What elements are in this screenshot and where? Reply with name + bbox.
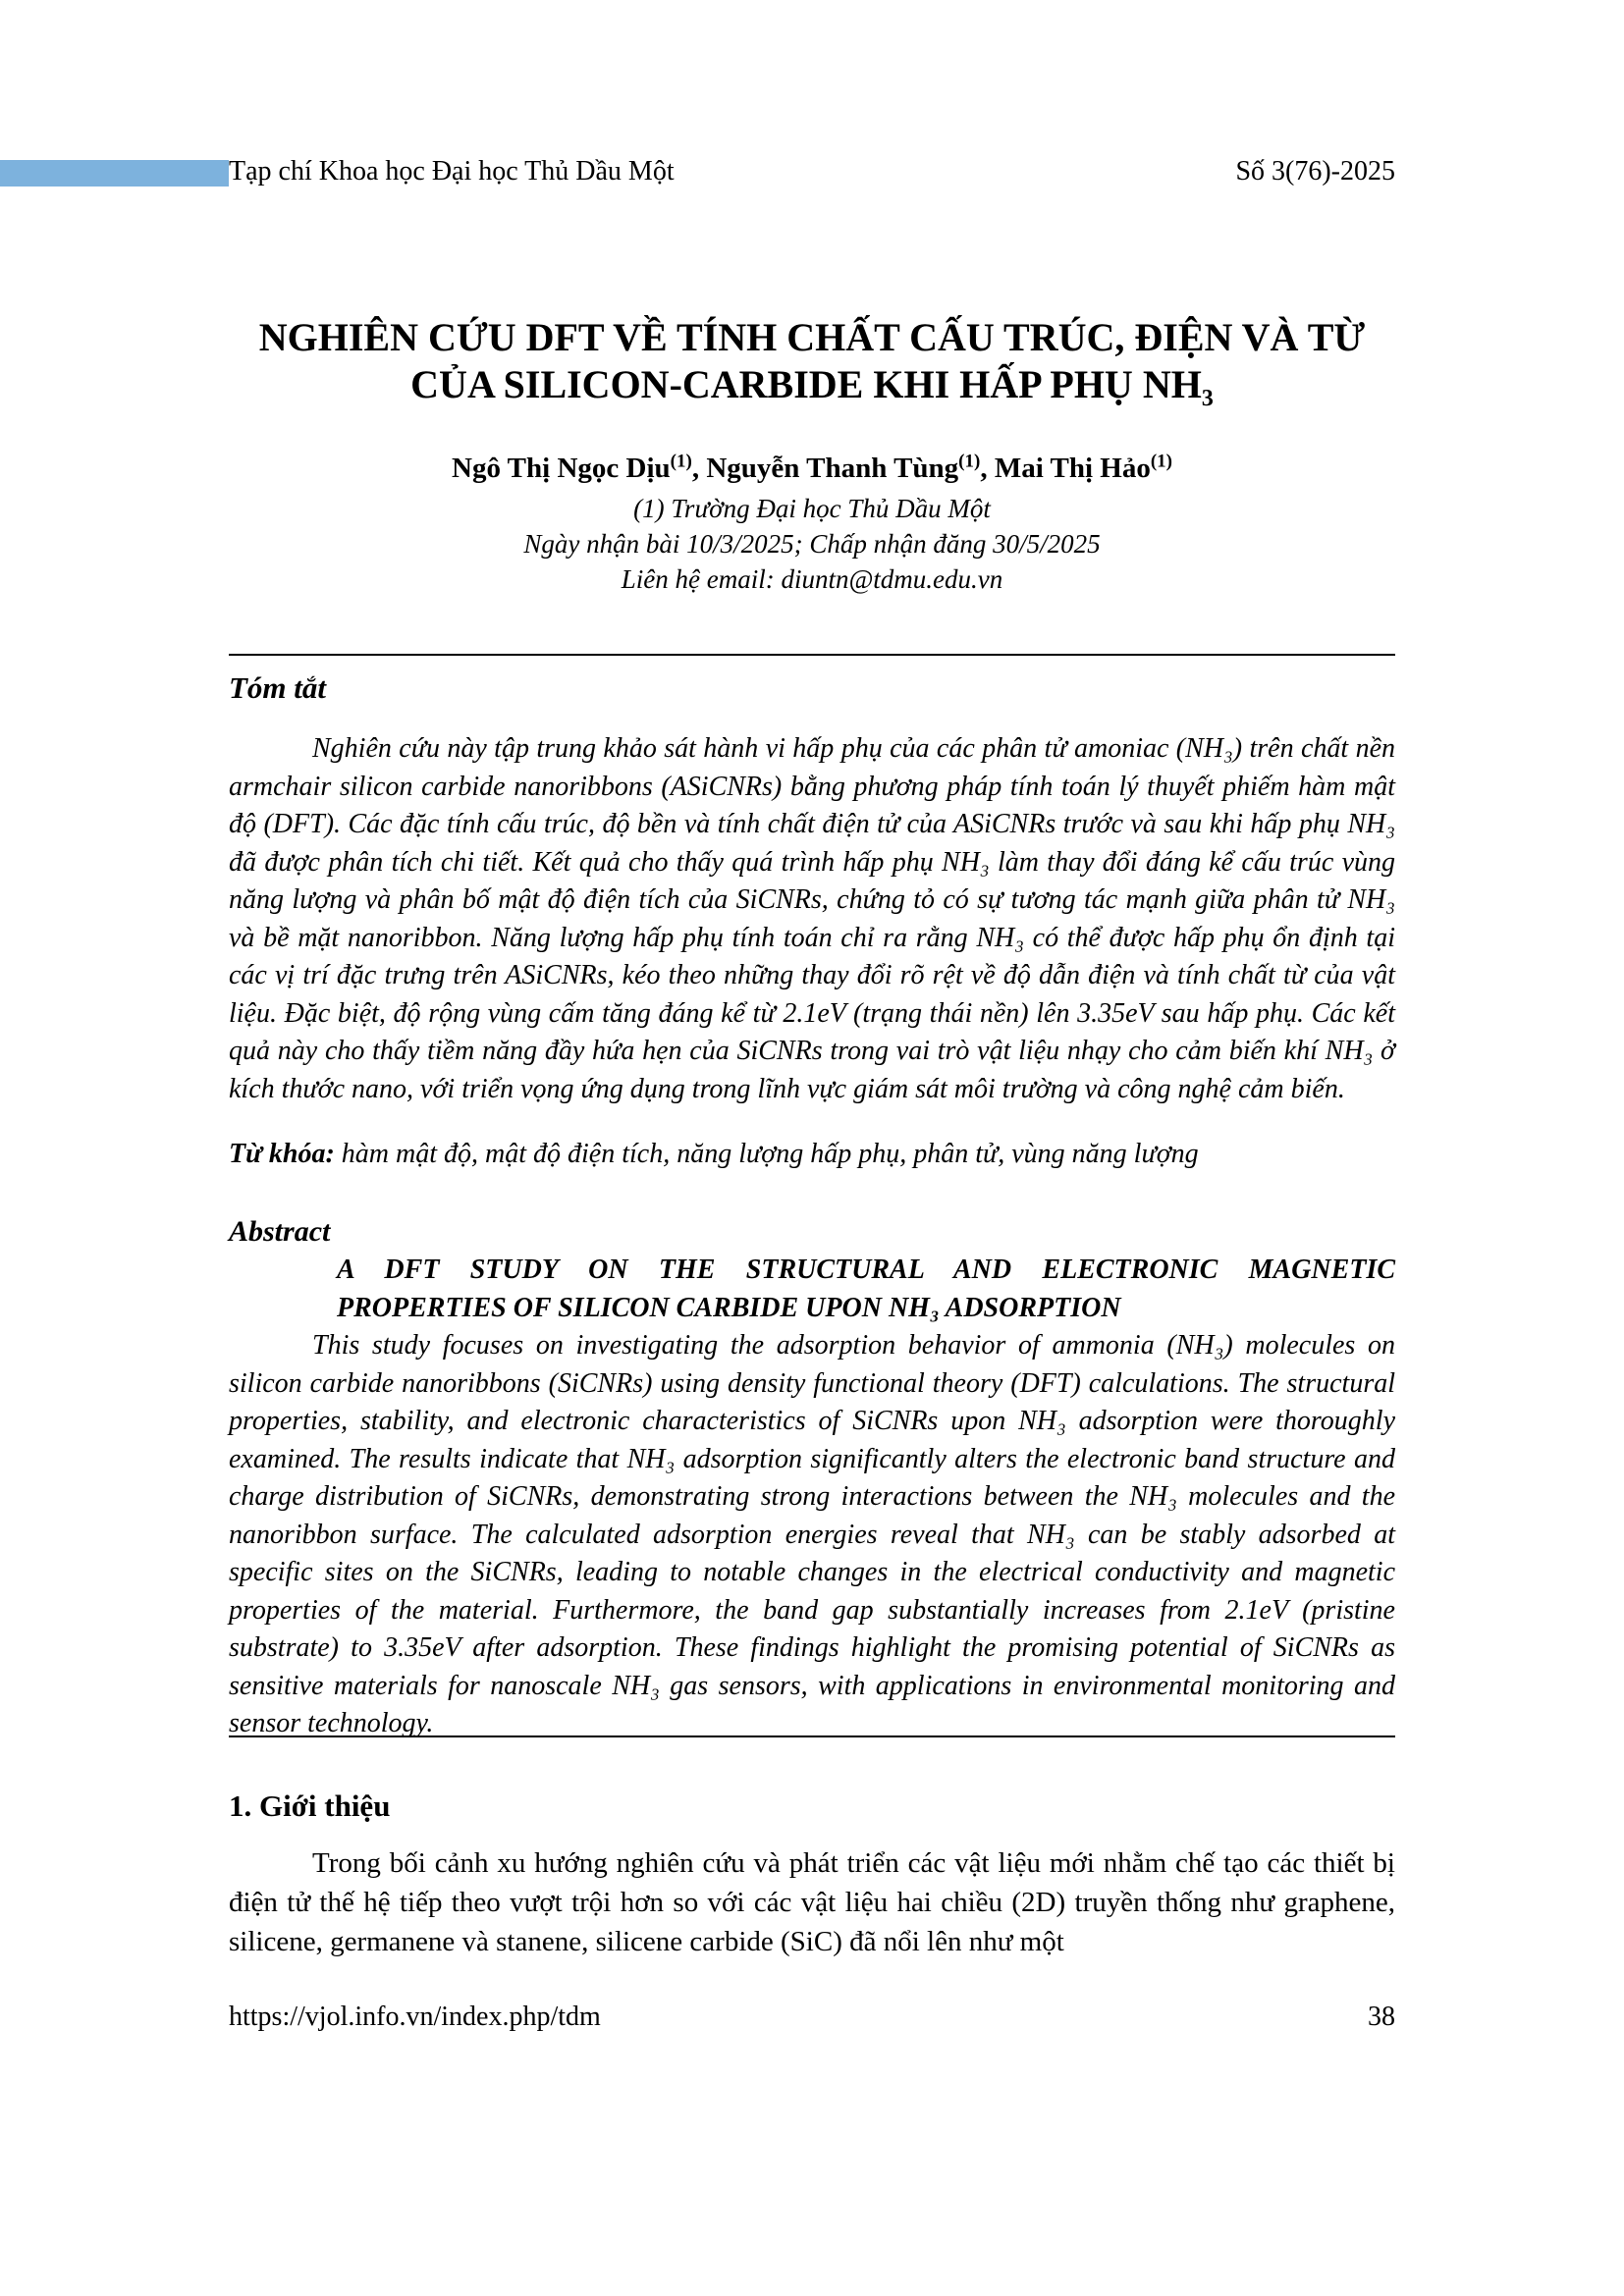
author-list xyxy=(229,452,1395,485)
author-name: Mai Thị Hảo xyxy=(994,453,1151,484)
article-title xyxy=(229,314,1395,408)
keywords-label: Từ khóa: xyxy=(229,1139,335,1169)
author-affiliation-marker: (1) xyxy=(670,451,692,472)
page-header xyxy=(229,157,1395,187)
keywords-line xyxy=(229,1136,1395,1173)
author-separator: , xyxy=(691,453,707,484)
header-accent-bar xyxy=(0,160,229,187)
author-affiliation-marker: (1) xyxy=(958,451,981,472)
author-name: Nguyễn Thanh Tùng xyxy=(706,453,959,484)
affiliation-line: (1) Trường Đại học Thủ Dầu Một xyxy=(633,494,991,523)
abstract-en-heading: Abstract xyxy=(229,1215,331,1248)
article-title-line1: NGHIÊN CỨU DFT VỀ TÍNH CHẤT CẤU TRÚC, ĐIỆN VÀ TỪ xyxy=(258,315,1366,359)
author-affiliation-marker: (1) xyxy=(1150,451,1172,472)
abstract-vi-heading: Tóm tắt xyxy=(229,670,327,705)
divider-rule-top xyxy=(229,654,1395,656)
issue-number: Số 3(76)-2025 xyxy=(1235,156,1395,187)
author-separator: , xyxy=(980,453,995,484)
author-name: Ngô Thị Ngọc Dịu xyxy=(452,453,671,484)
received-accepted-dates: Ngày nhận bài 10/3/2025; Chấp nhận đăng 30/5/2025 xyxy=(523,529,1101,559)
journal-url: https://vjol.info.vn/index.php/tdm xyxy=(229,2001,601,2032)
page-content xyxy=(229,157,1395,2034)
abstract-en-title-line1: A DFT STUDY ON THE STRUCTURAL AND ELECTRONIC MAGNETIC xyxy=(337,1255,1395,1285)
section-1-heading: 1. Giới thiệu xyxy=(229,1788,391,1823)
abstract-vi-body: Nghiên cứu này tập trung khảo sát hành vi hấp phụ của các phân tử amoniac (NH₃) trên chất nền armchair silicon carbide nanoribbons (ASiCNRs) bằng phương pháp tính toán lý thuyết phiếm hàm mật độ (DFT). Các đặc tính cấu trúc, độ bền và tính chất điện tử của ASiCNRs trước và sau khi hấp phụ NH₃ đã được phân tích chi tiết. Kết quả cho thấy quá trình hấp phụ NH₃ làm thay đổi đáng kể cấu trúc vùng năng lượng và phân bố mật độ điện tích của SiCNRs, chứng tỏ có sự tương tác mạnh giữa phân tử NH₃ và bề mặt nanoribbon. Năng lượng hấp phụ tính toán chỉ ra rằng NH₃ có thể được hấp phụ ổn định tại các vị trí đặc trưng trên ASiCNRs, kéo theo những thay đổi rõ rệt về độ dẫn điện và tính chất từ của vật liệu. Đặc biệt, độ rộng vùng cấm tăng đáng kể từ 2.1eV (trạng thái nền) lên 3.35eV sau hấp phụ. Các kết quả này cho thấy tiềm năng đầy hứa hẹn của SiCNRs trong vai trò vật liệu nhạy cho cảm biến khí NH₃ ở kích thước nano, với triển vọng ứng dụng trong lĩnh vực giám sát môi trường và công nghệ cảm biến. xyxy=(229,733,1395,1104)
abstract-en-body: This study focuses on investigating the adsorption behavior of ammonia (NH₃) molecules on silicon carbide nanoribbons (SiCNRs) using density functional theory (DFT) calculations. The structural properties, stability, and electronic characteristics of SiCNRs upon NH₃ adsorption were thoroughly examined. The results indicate that NH₃ adsorption significantly alters the electronic band structure and charge distribution of SiCNRs, demonstrating strong interactions between the NH₃ molecules and the nanoribbon surface. The calculated adsorption energies reveal that NH₃ can be stably adsorbed at specific sites on the SiCNRs, leading to notable changes in the electrical conductivity and magnetic properties of the material. Furthermore, the band gap substantially increases from 2.1eV (pristine substrate) to 3.35eV after adsorption. These findings highlight the promising potential of SiCNRs as sensitive materials for nanoscale NH₃ gas sensors, with applications in environmental monitoring and sensor technology. xyxy=(229,1330,1395,1738)
abstract-en-title xyxy=(229,1252,1395,1327)
article-title-line2: CỦA SILICON-CARBIDE KHI HẤP PHỤ NH₃ xyxy=(410,362,1214,406)
section-1-body: Trong bối cảnh xu hướng nghiên cứu và phát triển các vật liệu mới nhằm chế tạo các thiết bị điện tử thế hệ tiếp theo vượt trội hơn so với các vật liệu hai chiều (2D) truyền thống như graphene, silicene, germanene và stanene, silicene carbide (SiC) đã nổi lên như một xyxy=(229,1846,1395,1957)
abstract-en-title-line2: PROPERTIES OF SILICON CARBIDE UPON NH₃ ADSORPTION xyxy=(337,1292,1121,1323)
keywords-text: hàm mật độ, mật độ điện tích, năng lượng hấp phụ, phân tử, vùng năng lượng xyxy=(334,1139,1199,1169)
journal-name: Tạp chí Khoa học Đại học Thủ Dầu Một xyxy=(229,156,675,187)
page-number: 38 xyxy=(1368,2001,1395,2032)
contact-email-line: Liên hệ email: diuntn@tdmu.edu.vn xyxy=(621,564,1003,594)
page-footer xyxy=(229,2001,1395,2034)
